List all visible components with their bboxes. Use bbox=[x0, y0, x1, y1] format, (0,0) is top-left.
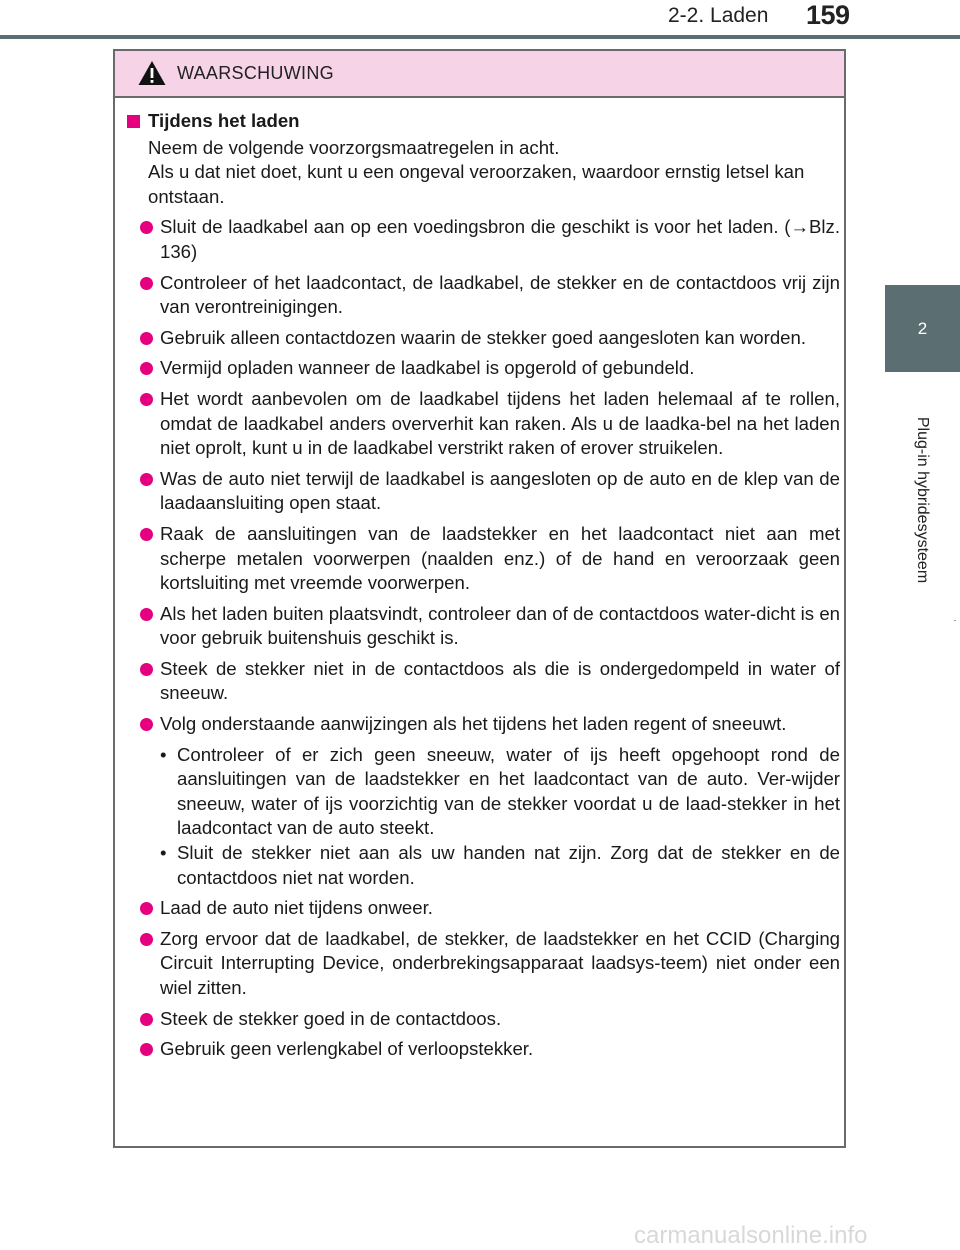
circle-bullet-icon bbox=[140, 332, 153, 345]
list-item bbox=[126, 602, 840, 651]
bullet-text: Laad de auto niet tijdens onweer. bbox=[160, 897, 433, 919]
circle-bullet-icon bbox=[140, 718, 153, 731]
bullet-text: Sluit de laadkabel aan op een voedingsbron die geschikt is voor het laden. (→Blz. 136) bbox=[160, 216, 840, 262]
warning-header bbox=[115, 51, 844, 98]
chapter-number: 2 bbox=[917, 319, 928, 338]
circle-bullet-icon bbox=[140, 473, 153, 486]
bullet-text: Het wordt aanbevolen om de laadkabel tijdens het laden helemaal af te rollen, omdat de laadkabel anders oververhit kan raken. Als u de laadka-bel na het laden niet oprolt, kunt u in de laadkabel verstrikt raken of erover struikelen. bbox=[160, 387, 840, 459]
bullet-text: Controleer of het laadcontact, de laadkabel, de stekker en de contactdoos vrij zijn van verontreinigingen. bbox=[160, 271, 840, 318]
circle-bullet-icon bbox=[140, 221, 153, 234]
circle-bullet-icon bbox=[140, 1013, 153, 1026]
header-rule bbox=[0, 35, 960, 39]
list-item bbox=[126, 522, 840, 596]
bullet-text: Gebruik alleen contactdozen waarin de stekker goed aangesloten kan worden. bbox=[160, 326, 807, 348]
list-item bbox=[126, 271, 840, 320]
list-item bbox=[126, 387, 840, 461]
list-item bbox=[126, 712, 840, 890]
circle-bullet-icon bbox=[140, 663, 153, 676]
sub-list-item bbox=[160, 841, 840, 890]
header-section-title: 2-2. Laden bbox=[668, 4, 769, 27]
list-item bbox=[126, 896, 840, 921]
circle-bullet-icon bbox=[140, 933, 153, 946]
list-item bbox=[126, 927, 840, 1001]
chapter-tab[interactable] bbox=[885, 285, 960, 372]
page-number: 159 bbox=[806, 0, 850, 30]
sub-bullet-text: Controleer of er zich geen sneeuw, water of ijs heeft opgehoopt rond de aansluitingen van de laadstekker en het laadcontact van de auto. Ver-wijder sneeuw, water of ijs voorzichtig van de stekker voordat u de laad-stekker in het laadcontact van de auto steekt. bbox=[177, 743, 840, 839]
list-item bbox=[126, 1037, 840, 1062]
bullet-text: Steek de stekker goed in de contactdoos. bbox=[160, 1007, 502, 1029]
bullet-text: Steek de stekker niet in de contactdoos als die is ondergedompeld in water of sneeuw. bbox=[160, 657, 840, 704]
warning-content bbox=[126, 109, 840, 1062]
bullet-list bbox=[126, 215, 840, 1061]
list-item bbox=[126, 467, 840, 516]
list-item bbox=[126, 356, 840, 381]
circle-bullet-icon bbox=[140, 528, 153, 541]
bullet-text: Als het laden buiten plaatsvindt, controleer dan of de contactdoos water-dicht is en voor gebruik buitenshuis geschikt is. bbox=[160, 602, 840, 649]
circle-bullet-icon bbox=[140, 1043, 153, 1056]
circle-bullet-icon bbox=[140, 362, 153, 375]
bullet-text: Zorg ervoor dat de laadkabel, de stekker, de laadstekker en het CCID (Charging Circuit Interrupting Device, onderbrekingsapparaat laadsys-teem) niet onder een wiel zitten. bbox=[160, 927, 840, 998]
sub-bullet-text: Sluit de stekker niet aan als uw handen nat zijn. Zorg dat de stekker en de contactdoos niet nat worden. bbox=[177, 842, 840, 888]
circle-bullet-icon bbox=[140, 608, 153, 621]
bullet-text: Volg onderstaande aanwijzingen als het tijdens het laden regent of sneeuwt. bbox=[160, 713, 787, 735]
sub-list-item bbox=[160, 743, 840, 841]
section-heading bbox=[126, 109, 840, 134]
list-item bbox=[126, 657, 840, 706]
section-heading-text: Tijdens het laden bbox=[148, 110, 300, 131]
bullet-text: Vermijd opladen wanneer de laadkabel is opgerold of gebundeld. bbox=[160, 357, 695, 379]
margin-tick bbox=[954, 620, 956, 621]
bullet-text: Gebruik geen verlengkabel of verloopstekker. bbox=[160, 1038, 534, 1060]
list-item bbox=[126, 326, 840, 351]
warning-title: WAARSCHUWING bbox=[177, 63, 334, 83]
circle-bullet-icon bbox=[140, 902, 153, 915]
warning-triangle-icon bbox=[137, 59, 167, 87]
intro-text: Neem de volgende voorzorgsmaatregelen in acht. Als u dat niet doet, kunt u een ongeval veroorzaken, waardoor ernstig letsel kan ontstaan. bbox=[148, 136, 805, 207]
chapter-title: Plug-in hybridesysteem bbox=[914, 416, 931, 584]
watermark: carmanualsonline.info bbox=[634, 1222, 868, 1249]
warning-box bbox=[113, 49, 846, 1148]
bullet-text: Was de auto niet terwijl de laadkabel is aangesloten op de auto en de klep van de laadaansluiting open staat. bbox=[160, 467, 840, 514]
circle-bullet-icon bbox=[140, 277, 153, 290]
sub-bullet-list bbox=[160, 743, 840, 891]
list-item bbox=[126, 1007, 840, 1032]
square-bullet-icon bbox=[127, 115, 140, 128]
list-item bbox=[126, 215, 840, 264]
bullet-text: Raak de aansluitingen van de laadstekker en het laadcontact niet aan met scherpe metalen voorwerpen (naalden enz.) of de hand en veroorzaak geen kortsluiting met vreemde voorwerpen. bbox=[160, 522, 840, 594]
circle-bullet-icon bbox=[140, 393, 153, 406]
